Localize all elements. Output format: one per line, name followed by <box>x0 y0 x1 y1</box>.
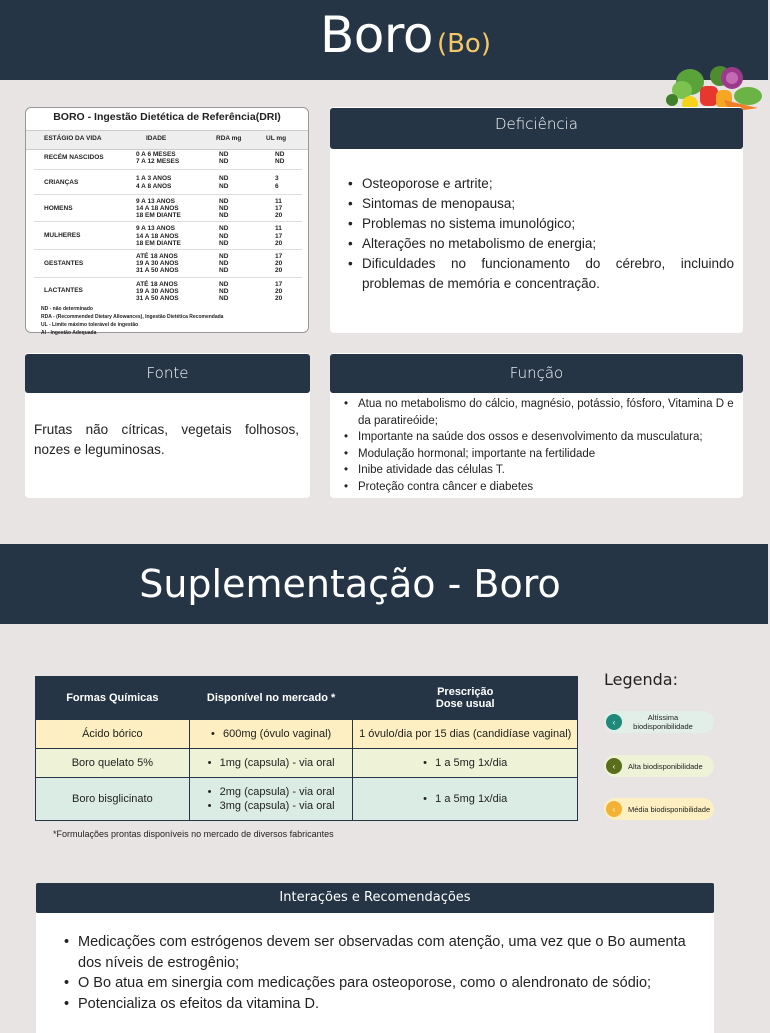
list-item: • Inibe atividade das células T. <box>358 462 736 479</box>
dri-ul: 11 <box>275 197 282 205</box>
list-item: • Osteoporose e artrite; <box>362 174 734 194</box>
dri-note: UL - Limite máximo tolerável de ingestão <box>41 322 139 329</box>
dri-age: 18 EM DIANTE <box>136 239 181 247</box>
dri-rda: ND <box>219 151 229 158</box>
dose-cell: • 1 a 5mg 1x/dia <box>353 749 578 778</box>
dri-age: 14 A 18 ANOS <box>136 205 179 212</box>
dri-ul: 20 <box>275 267 283 275</box>
list-item: • Modulação hormonal; importante na fertilidade <box>358 446 736 463</box>
suplementacao-title: Suplementação - Boro <box>139 562 561 606</box>
dri-separator <box>34 194 302 195</box>
dri-ul: 20 <box>275 212 283 220</box>
dri-rda: ND <box>219 232 229 240</box>
dri-rda: ND <box>219 175 229 183</box>
dri-age: 9 A 13 ANOS <box>136 197 176 205</box>
dri-rda: ND <box>219 158 229 166</box>
forma-cell: Boro bisglicinato <box>36 778 190 821</box>
dri-stage: LACTANTES <box>44 287 83 295</box>
forma-cell: Ácido bórico <box>36 720 190 749</box>
list-item: • Proteção contra câncer e diabetes <box>358 479 736 496</box>
legend-item-alta: ‹ Alta biodisponibilidade <box>604 755 714 777</box>
list-item: • Sintomas de menopausa; <box>362 194 734 214</box>
dri-ul: ND <box>275 151 285 158</box>
dri-rda: ND <box>219 260 229 268</box>
dri-ul: 17 <box>275 280 283 288</box>
dri-rda: ND <box>219 197 229 205</box>
suplementacao-note: *Formulações prontas disponíveis no mercado de diversos fabricantes <box>53 829 334 839</box>
chevron-left-icon: ‹ <box>606 758 622 774</box>
dri-rda: ND <box>219 182 229 190</box>
legend-item-altissima: ‹ Altíssima biodisponibilidade <box>604 711 714 733</box>
dri-stage: GESTANTES <box>44 259 84 267</box>
list-item: • Dificuldades no funcionamento do cérebro, incluindo problemas de memória e concentração. <box>362 254 734 294</box>
dri-age: 7 A 12 MESES <box>136 158 180 166</box>
interacoes-header: Interações e Recomendações <box>36 883 714 913</box>
col-prescricao: Prescrição Dose usual <box>353 677 578 720</box>
dri-age: 1 A 3 ANOS <box>136 175 172 183</box>
dri-ul: 3 <box>275 175 279 183</box>
chevron-left-icon: ‹ <box>606 801 622 817</box>
dri-note: ND - não determinado <box>41 306 93 313</box>
dri-age: 4 A 8 ANOS <box>136 182 172 190</box>
dri-ul: 20 <box>275 260 283 268</box>
dri-column-header: UL mg <box>266 135 287 142</box>
page-title <box>320 6 491 64</box>
dri-age: 9 A 13 ANOS <box>136 225 176 233</box>
dri-ul: 20 <box>275 287 283 295</box>
col-disponivel: Disponível no mercado * <box>189 677 353 720</box>
dri-age: 19 A 30 ANOS <box>136 287 179 295</box>
deficiencia-list <box>362 174 734 294</box>
disponivel-cell: • 2mg (capsula) - via oral • 3mg (capsula) - via oral <box>189 778 353 821</box>
dri-note: AI - Ingestão Adequada <box>41 330 97 337</box>
chevron-left-icon: ‹ <box>606 714 622 730</box>
interacoes-list <box>78 932 698 1014</box>
dri-age: 18 EM DIANTE <box>136 212 181 220</box>
legend-item-media: ‹ Média biodisponibilidade <box>604 798 714 820</box>
table-row <box>36 720 578 749</box>
dri-ul: 17 <box>275 205 283 212</box>
list-item: • Atua no metabolismo do cálcio, magnésio, potássio, fósforo, Vitamina D e da paratireóide; <box>358 396 736 429</box>
dri-rda: ND <box>219 267 229 275</box>
dri-rda: ND <box>219 205 229 212</box>
dri-age: ATÉ 18 ANOS <box>136 253 178 260</box>
deficiencia-header: Deficiência <box>330 108 743 149</box>
legend-title: Legenda: <box>604 670 678 689</box>
dri-separator <box>34 221 302 222</box>
dri-ul: 11 <box>275 225 282 233</box>
dri-separator <box>34 277 302 278</box>
dri-rda: ND <box>219 212 229 220</box>
list-item: • O Bo atua em sinergia com medicações para osteoporose, como o alendronato de sódio; <box>78 973 698 994</box>
dri-rda: ND <box>219 287 229 295</box>
dri-age: 0 A 6 MESES <box>136 151 176 158</box>
fonte-header: Fonte <box>25 354 310 393</box>
dri-notes <box>41 305 223 337</box>
dose-cell: • 1 a 5mg 1x/dia <box>353 778 578 821</box>
list-item: • Potencializa os efeitos da vitamina D. <box>78 994 698 1015</box>
funcao-list <box>358 396 736 495</box>
fonte-text: Frutas não cítricas, vegetais folhosos, nozes e leguminosas. <box>34 422 299 457</box>
dri-ul: 6 <box>275 182 279 190</box>
dri-ul: ND <box>275 158 285 166</box>
dri-ul: 17 <box>275 253 283 260</box>
dri-age: 31 A 50 ANOS <box>136 267 179 275</box>
forma-cell: Boro quelato 5% <box>36 749 190 778</box>
dri-stage: MULHERES <box>44 232 81 240</box>
table-row <box>36 749 578 778</box>
dose-cell: 1 óvulo/dia por 15 dias (candidíase vaginal) <box>353 720 578 749</box>
list-item: • Importante na saúde dos ossos e desenvolvimento da musculatura; <box>358 429 736 446</box>
title-symbol: (Bo) <box>436 29 491 59</box>
dri-ul: 17 <box>275 232 283 240</box>
list-item: • Problemas no sistema imunológico; <box>362 214 734 234</box>
dri-column-header: RDA mg <box>216 135 242 142</box>
list-item: • Medicações com estrógenos devem ser observadas com atenção, uma vez que o Bo aumenta dos níveis de estrogênio; <box>78 932 698 973</box>
dri-age: 19 A 30 ANOS <box>136 260 179 268</box>
disponivel-cell: • 1mg (capsula) - via oral <box>189 749 353 778</box>
title-main: Boro <box>320 6 433 64</box>
funcao-header: Função <box>330 354 743 393</box>
dri-table <box>25 107 309 337</box>
dri-rda: ND <box>219 225 229 233</box>
dri-age: 31 A 50 ANOS <box>136 295 179 302</box>
dri-ul: 20 <box>275 239 283 247</box>
table-row <box>36 778 578 821</box>
dri-rda: ND <box>219 280 229 288</box>
dri-separator <box>34 249 302 250</box>
dri-age: 14 A 18 ANOS <box>136 232 179 240</box>
dri-note: RDA - (Recommended Dietary Allowances), Ingestão Dietética Recomendada <box>41 314 224 321</box>
dri-separator <box>34 169 302 170</box>
dri-age: ATÉ 18 ANOS <box>136 280 178 288</box>
dri-stage: RECÉM NASCIDOS <box>44 154 104 162</box>
disponivel-cell: • 600mg (óvulo vaginal) <box>189 720 353 749</box>
dri-rda: ND <box>219 239 229 247</box>
suplementacao-table <box>35 676 578 821</box>
dri-stage: CRIANÇAS <box>44 178 79 186</box>
dri-rda: ND <box>219 253 229 260</box>
dri-title: BORO - Ingestão Dietética de Referência(DRI) <box>53 111 281 123</box>
dri-column-header: IDADE <box>146 135 167 142</box>
col-formas: Formas Químicas <box>36 677 190 720</box>
dri-column-header: ESTÁGIO DA VIDA <box>44 135 102 142</box>
list-item: • Alterações no metabolismo de energia; <box>362 234 734 254</box>
dri-stage: HOMENS <box>44 204 73 212</box>
dri-ul: 20 <box>275 295 283 302</box>
dri-rda: ND <box>219 295 229 302</box>
